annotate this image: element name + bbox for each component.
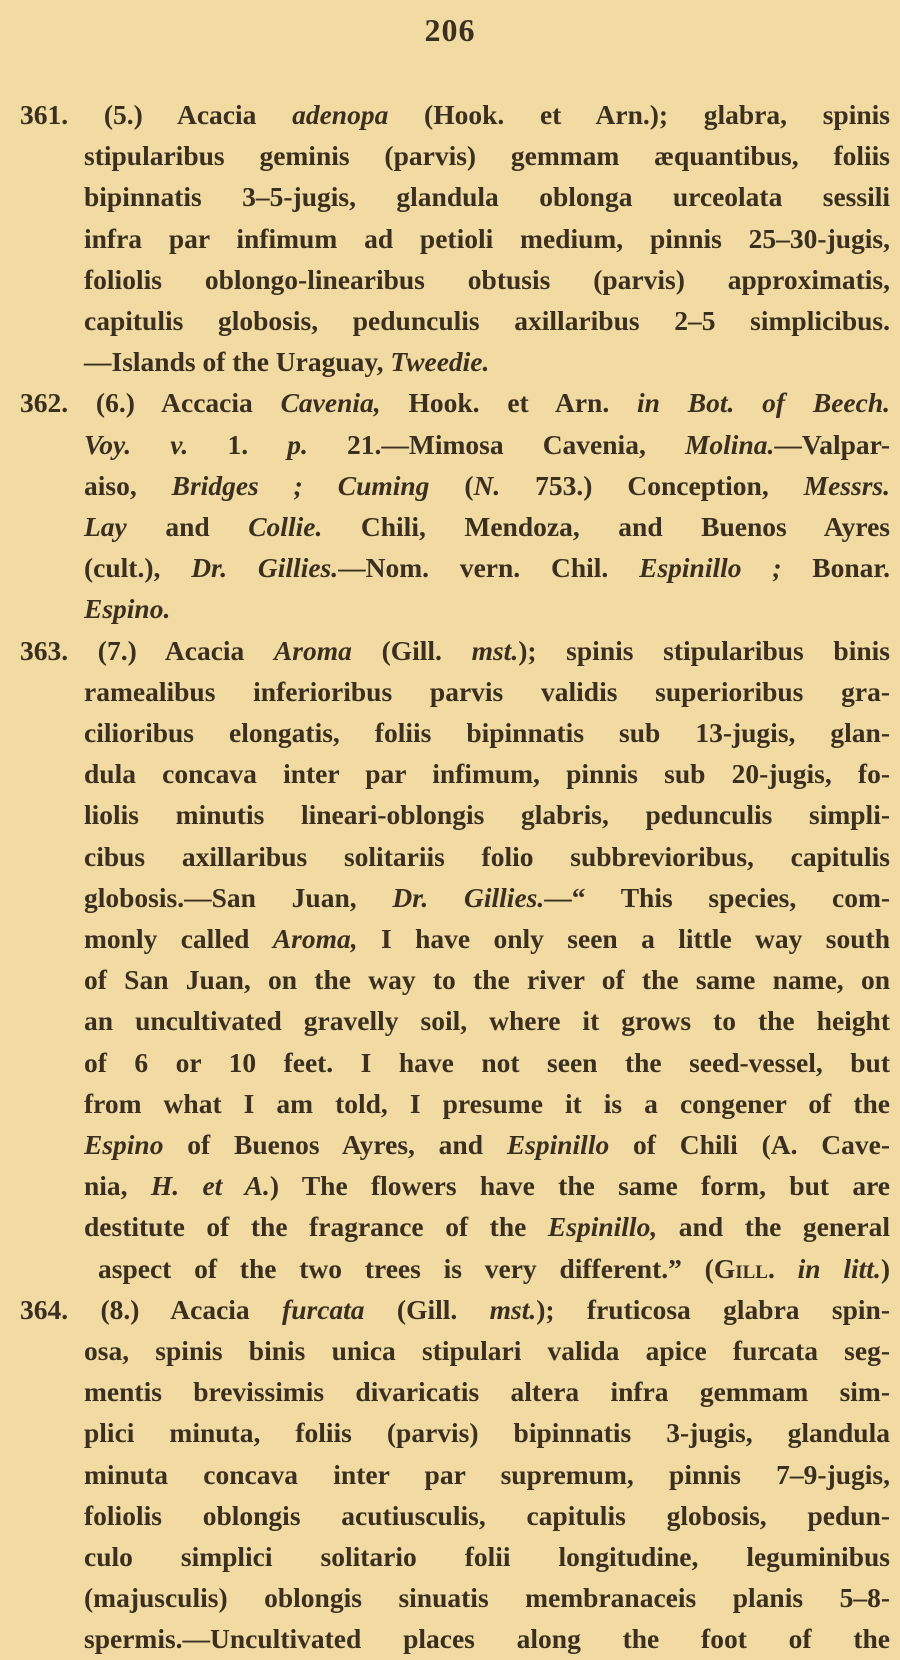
text-segment: liolis minutis lineari-oblongis glabris, pedunculis simpli- <box>84 799 890 831</box>
text-line <box>84 1495 890 1537</box>
text-segment: nia, <box>84 1170 151 1202</box>
text-segment: infra par infimum ad petioli medium, pinnis 25–30-jugis, <box>84 222 890 254</box>
text-line <box>84 341 890 383</box>
text-segment: plici minuta, foliis (parvis) bipinnatis 3-jugis, glandula <box>84 1417 890 1449</box>
text-line <box>84 176 890 218</box>
text-segment: —Islands of the Uraguay, <box>84 346 391 378</box>
text-line <box>84 836 890 878</box>
italic-text: Aroma <box>273 634 352 666</box>
text-line <box>20 630 890 672</box>
text-line <box>98 1248 890 1290</box>
text-line <box>84 1165 890 1207</box>
text-line <box>84 1454 890 1496</box>
text-line <box>84 753 890 795</box>
page-number: 206 <box>424 12 476 48</box>
italic-text: Lay <box>84 511 127 542</box>
text-line <box>84 1000 890 1042</box>
text-line <box>20 94 890 136</box>
text-segment: Hook. et Arn. <box>380 387 638 419</box>
text-line <box>84 1042 890 1084</box>
text-segment: 363. (7.) Acacia <box>20 634 274 666</box>
italic-text: furcata <box>282 1293 365 1325</box>
text-line <box>84 877 890 919</box>
text-segment: ) The flowers have the same form, but are <box>269 1170 891 1202</box>
text-segment: —Valpar- <box>774 428 890 460</box>
text-segment: ( <box>429 469 474 501</box>
text-line <box>84 547 890 589</box>
text-segment: aiso, <box>84 469 172 501</box>
text-line <box>84 424 890 466</box>
italic-text: Dr. Gillies. <box>392 881 545 913</box>
text-line <box>84 918 890 960</box>
text-segment: cilioribus elongatis, foliis bipinnatis sub 13-jugis, glan- <box>84 717 890 748</box>
text-segment: foliolis oblongis acutiusculis, capitulis globosis, pedun- <box>84 1499 890 1531</box>
text-segment: —Nom. vern. Chil. <box>338 552 640 584</box>
italic-text: Espinillo, <box>547 1211 658 1243</box>
italic-text: in litt. <box>797 1252 881 1284</box>
text-segment: culo simplici solitario folii longitudine, leguminibus <box>84 1541 890 1572</box>
italic-text: in Bot. of Beech. <box>637 387 890 419</box>
text-segment: and the general <box>657 1211 890 1243</box>
text-line <box>84 465 890 507</box>
text-segment: Bonar. <box>781 552 890 584</box>
text-segment: (Gill. <box>364 1293 490 1325</box>
text-segment: 21.—Mimosa Cavenia, <box>307 428 685 460</box>
italic-text: N. <box>473 469 501 501</box>
text-segment: (majusculis) oblongis sinuatis membranaceis planis 5–8- <box>84 1582 890 1614</box>
italic-text: Dr. Gillies. <box>191 552 339 584</box>
italic-text: Espinillo ; <box>639 552 782 584</box>
text-line <box>84 1083 890 1125</box>
italic-text: Espino. <box>84 593 171 625</box>
italic-text: Molina. <box>684 428 775 460</box>
text-line <box>84 1206 890 1248</box>
text-line <box>84 1371 890 1413</box>
text-line <box>84 1330 890 1372</box>
text-segment: stipularibus geminis (parvis) gemmam æquantibus, foliis <box>84 140 890 172</box>
text-segment: and <box>126 511 249 542</box>
italic-text: Cavenia, <box>280 387 381 419</box>
text-segment: ); fruticosa glabra spin- <box>536 1293 890 1325</box>
text-segment: ramealibus inferioribus parvis validis superioribus gra- <box>84 675 890 707</box>
text-segment: from what I am told, I presume it is a congener of the <box>84 1087 890 1119</box>
text-line <box>84 588 890 630</box>
text-line <box>84 959 890 1001</box>
italic-text: p. <box>287 428 308 460</box>
text-segment: 1. <box>188 428 288 460</box>
text-segment: 753.) Conception, <box>500 469 804 501</box>
text-line <box>84 135 890 177</box>
text-segment: cibus axillaribus solitariis folio subbrevioribus, capitulis <box>84 840 890 872</box>
italic-text: Messrs. <box>803 469 890 501</box>
italic-text: Espino <box>84 1129 164 1160</box>
small-caps-text: Gill. <box>713 1252 775 1284</box>
text-segment: (Gill. <box>351 634 472 666</box>
text-segment: osa, spinis binis unica stipulari valida apice furcata seg- <box>84 1335 890 1366</box>
text-segment: 364. (8.) Acacia <box>20 1293 283 1325</box>
italic-text: Tweedie. <box>390 346 490 378</box>
italic-text: Bridges ; Cuming <box>171 469 430 501</box>
italic-text: Collie. <box>248 511 323 542</box>
text-segment: aspect of the two trees is very different.” ( <box>98 1252 714 1284</box>
text-line <box>84 1618 890 1660</box>
text-line <box>84 218 890 260</box>
text-line <box>84 671 890 713</box>
italic-text: Voy. v. <box>84 428 189 460</box>
text-segment: of San Juan, on the way to the river of the same name, on <box>84 964 890 996</box>
text-segment: of Chili (A. Cave- <box>609 1129 890 1160</box>
text-line <box>84 259 890 301</box>
text-segment: ); spinis stipularibus binis <box>518 634 890 666</box>
text-segment: monly called <box>84 923 273 954</box>
text-segment: Chili, Mendoza, and Buenos Ayres <box>322 511 890 542</box>
italic-text: Espinillo <box>506 1129 610 1160</box>
text-segment: of 6 or 10 feet. I have not seen the seed-vessel, but <box>84 1046 890 1078</box>
text-line <box>84 1124 890 1166</box>
text-segment: (cult.), <box>84 552 192 584</box>
text-segment: spermis.—Uncultivated places along the foot of the <box>84 1623 890 1655</box>
text-line <box>84 1536 890 1578</box>
text-segment: globosis.—San Juan, <box>84 881 393 913</box>
text-segment: —“ This species, com- <box>544 881 891 913</box>
text-segment: (Hook. et Arn.); glabra, spinis <box>388 99 890 130</box>
text-line <box>84 712 890 754</box>
text-segment: 362. (6.) Accacia <box>20 387 281 419</box>
text-segment: mentis brevissimis divaricatis altera infra gemmam sim- <box>84 1376 890 1408</box>
text-line <box>84 1577 890 1619</box>
text-segment: 361. (5.) Acacia <box>20 99 293 130</box>
italic-text: mst. <box>471 634 519 666</box>
text-segment: ) <box>880 1252 890 1284</box>
text-line <box>84 300 890 342</box>
italic-text: adenopa <box>292 99 389 130</box>
text-segment: capitulis globosis, pedunculis axillaribus 2–5 simplicibus. <box>84 305 890 336</box>
text-line <box>84 1412 890 1454</box>
text-segment: minuta concava inter par supremum, pinnis 7–9-jugis, <box>84 1458 890 1490</box>
italic-text: H. et A. <box>150 1170 270 1202</box>
text-segment: dula concava inter par infimum, pinnis sub 20-jugis, fo- <box>84 758 890 790</box>
text-line <box>84 794 890 836</box>
text-segment: destitute of the fragrance of the <box>84 1211 548 1243</box>
text-segment: an uncultivated gravelly soil, where it grows to the height <box>84 1005 890 1037</box>
text-segment: I have only seen a little way south <box>357 923 890 954</box>
text-line <box>84 506 890 548</box>
text-segment <box>775 1253 798 1284</box>
italic-text: Aroma, <box>272 923 358 954</box>
text-segment: of Buenos Ayres, and <box>163 1129 507 1160</box>
text-line <box>20 1289 890 1331</box>
italic-text: mst. <box>489 1293 537 1325</box>
text-line <box>20 382 890 424</box>
text-segment: bipinnatis 3–5-jugis, glandula oblonga urceolata sessili <box>84 181 890 213</box>
text-segment: foliolis oblongo-linearibus obtusis (parvis) approximatis, <box>84 263 890 295</box>
